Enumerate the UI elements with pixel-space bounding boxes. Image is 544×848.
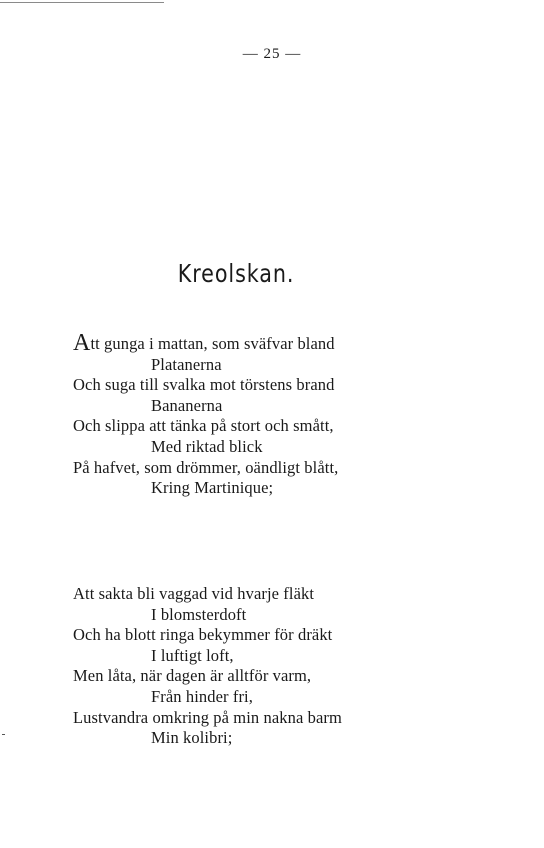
poem-line: Och suga till svalka mot törstens brand — [73, 375, 335, 395]
stanza-1 — [73, 330, 513, 499]
poem-line-text: tt gunga i mattan, som sväfvar bland — [90, 334, 335, 353]
poem-line: Med riktad blick — [151, 436, 263, 456]
poem-line: I luftigt loft, — [151, 645, 234, 665]
drop-cap: A — [73, 330, 91, 356]
poem-line: På hafvet, som drömmer, oändligt blått, — [73, 457, 339, 477]
poem-line: Lustvandra omkring på min nakna barm — [73, 707, 342, 727]
poem-line: Men låta, när dagen är alltför varm, — [73, 666, 312, 686]
top-rule — [0, 2, 164, 3]
poem-line: Och slippa att tänka på stort och smått, — [73, 416, 334, 436]
poem-line: Från hinder fri, — [151, 686, 253, 706]
margin-mark — [2, 734, 5, 735]
poem-line: Att sakta bli vaggad vid hvarje fläkt — [73, 584, 315, 603]
poem-title: Kreolskan. — [177, 259, 295, 288]
poem-line: I blomsterdoft — [151, 604, 247, 624]
poem-line: Platanerna — [151, 354, 222, 374]
poem-line: Bananerna — [151, 395, 223, 415]
poem-line: Och ha blott ringa bekymmer för dräkt — [73, 625, 333, 645]
stanza-2 — [73, 584, 513, 749]
poem-line: Kring Martinique; — [151, 478, 274, 498]
poem-line — [73, 330, 513, 356]
poem-line: Min kolibri; — [151, 728, 233, 748]
page-number: — 25 — — [242, 46, 302, 62]
